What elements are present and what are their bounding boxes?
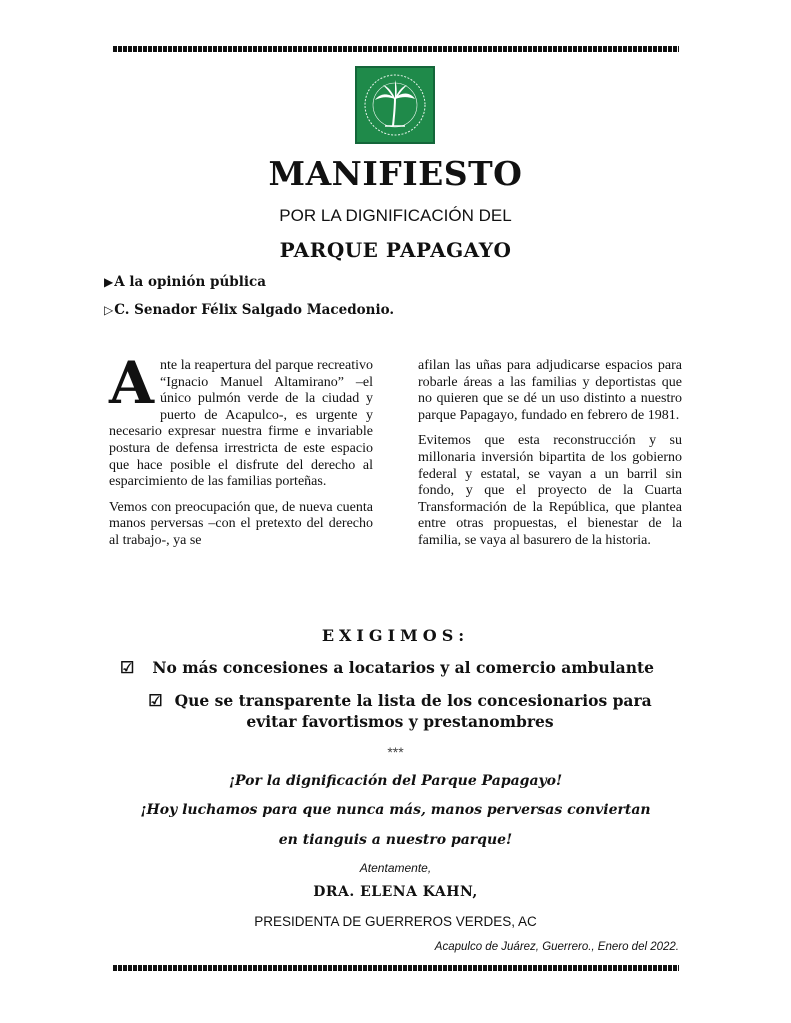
demands-heading: EXIGIMOS:: [321, 626, 470, 645]
paragraph: Vemos con preocupación que, de nueva cuenta manos perversas –con el pretexto del derecho al trabajo-, ya se: [109, 499, 373, 548]
paragraph-text: nte la reapertura del parque recreativo “Ignacio Manuel Altamirano” –el único pulmón verde de la ciudad y puerto de Acapulco-, es urgente y necesario expresar nuestra firme e invariable postura de defensa irrestricta de este espacio que hace posible el disfrute del derecho al esparcimiento de las familias porteñas.: [109, 358, 373, 490]
bottom-dashed-rule: [113, 965, 679, 971]
addressee-public: [104, 274, 266, 290]
top-dashed-rule: [113, 46, 679, 52]
paragraph: Evitemos que esta reconstrucción y su millonaria inversión bipartita de los gobierno federal y estatal, se vayan a un barril sin fondo, y que el proyecto de la Cuarta Transformación de la República, que plantea entre otras propuestas, el bienestar de la familia, se vaya al basurero de la historia.: [418, 433, 682, 548]
slogan-line: ¡Por la dignificación del Parque Papagayo!: [228, 773, 563, 789]
drop-cap: A: [109, 349, 155, 417]
slogan-line: ¡Hoy luchamos para que nunca más, manos perversas conviertan: [140, 802, 651, 818]
demand-item: [130, 690, 670, 732]
demand-text: No más concesiones a locatarios y al comercio ambulante: [152, 658, 654, 677]
checkbox-checked-icon: ☑: [120, 658, 135, 677]
body-column-right: [418, 358, 682, 559]
closing: Atentamente,: [359, 861, 432, 875]
page-title: MANIFIESTO: [268, 154, 523, 193]
palm-tree-icon: [357, 68, 433, 142]
paragraph: afilan las uñas para adjudicarse espacios para robarle áreas a las familias y deportistas que no quieren que se dé un uso distinto a nuestro parque Papagayo, fundado en febrero de 1981.: [418, 358, 682, 423]
demand-text: Que se transparente la lista de los concesionarios para evitar favortismos y prestanombres: [174, 691, 652, 731]
organization-logo: [355, 66, 435, 144]
subtitle: POR LA DIGNIFICACIÓN DEL: [279, 206, 512, 225]
signer-role: PRESIDENTA DE GUERREROS VERDES, AC: [254, 914, 537, 929]
addressee-senator: [104, 302, 394, 318]
paragraph: [109, 349, 373, 491]
signer-name: DRA. ELENA KAHN,: [313, 884, 478, 900]
park-name-heading: PARQUE PAPAGAYO: [279, 238, 512, 262]
checkbox-checked-icon: ☑: [148, 691, 163, 710]
slogan-line: en tianguis a nuestro parque!: [278, 832, 513, 848]
body-column-left: [109, 349, 373, 559]
triangle-filled-icon: ▶: [104, 275, 114, 289]
addressee-text: C. Senador Félix Salgado Macedonio.: [114, 302, 395, 318]
demand-item: [110, 657, 690, 678]
addressee-text: A la opinión pública: [114, 274, 266, 290]
place-date: Acapulco de Juárez, Guerrero., Enero del 2022.: [434, 941, 679, 953]
separator: ***: [387, 744, 404, 760]
triangle-outline-icon: ▷: [104, 303, 114, 317]
